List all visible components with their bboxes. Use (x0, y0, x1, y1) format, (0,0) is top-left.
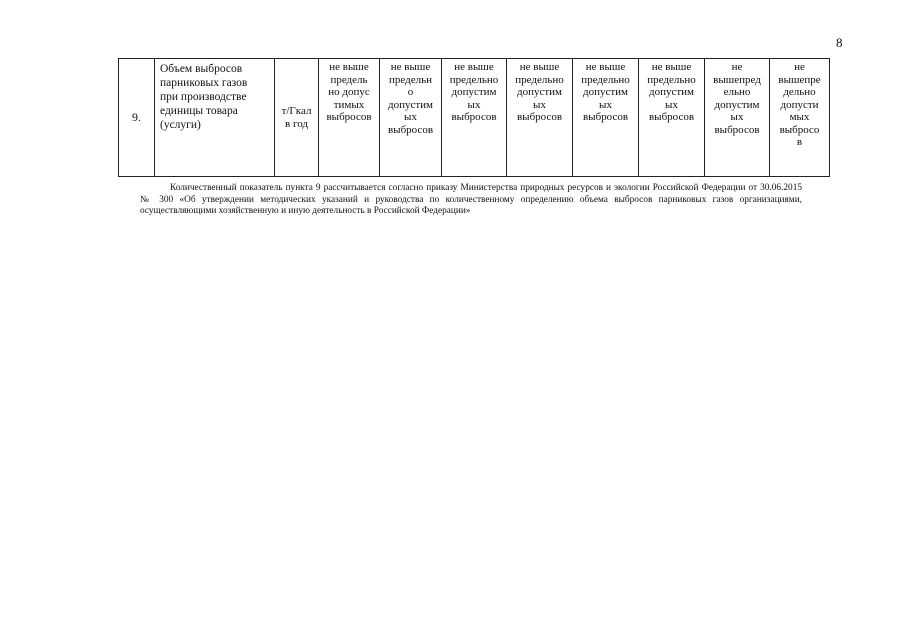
value-cell-7: не вышепред ельно допустим ых выбросов (705, 59, 770, 177)
page-number: 8 (836, 35, 843, 50)
indicator-name: Объем выбросов парниковых газов при производстве единицы товара (услуги) (155, 59, 275, 177)
footnote: Количественный показатель пункта 9 рассчитывается согласно приказу Министерства природных ресурсов и экологии Российской Федерации от 30.06.2015 № 300 «Об утверждении методических указаний и руководства по количественному определению объема выбросов парниковых газов организациями, осуществляющими хозяйственную и иную деятельность в Российской Федерации» (140, 183, 802, 216)
value-cell-1: не выше предель но допус тимых выбросов (319, 59, 380, 177)
row-number: 9. (119, 59, 155, 177)
value-cell-2: не выше предельн о допустим ых выбросов (380, 59, 442, 177)
value-cell-3: не выше предельно допустим ых выбросов (442, 59, 507, 177)
unit-of-measure: т/Гкал в год (275, 59, 319, 177)
value-cell-4: не выше предельно допустим ых выбросов (507, 59, 573, 177)
value-cell-5: не выше предельно допустим ых выбросов (573, 59, 639, 177)
value-cell-6: не выше предельно допустим ых выбросов (639, 59, 705, 177)
table-row (119, 59, 830, 177)
indicator-table (118, 58, 830, 177)
value-cell-8: не вышепре дельно допусти мых выбросо в (770, 59, 830, 177)
